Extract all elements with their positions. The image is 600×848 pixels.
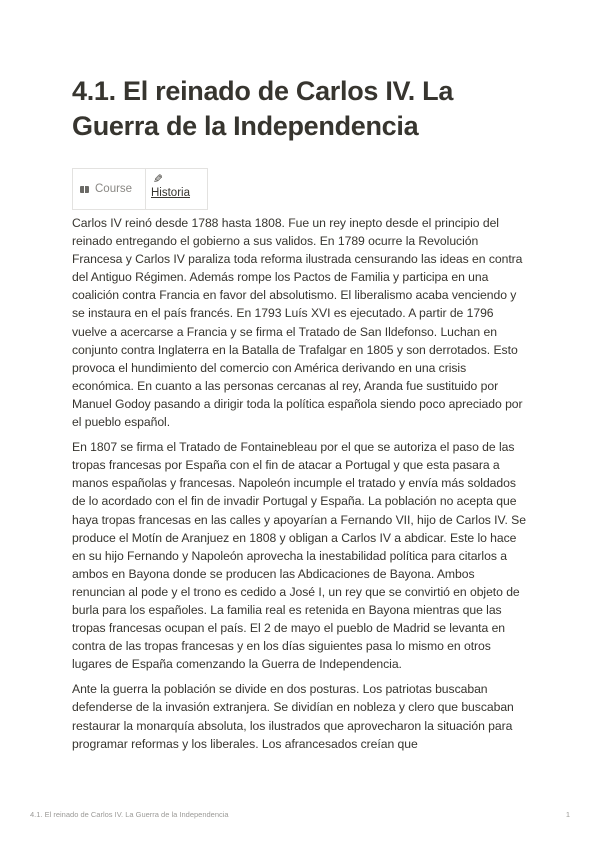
paragraph: Carlos IV reinó desde 1788 hasta 1808. Fue un rey inepto desde el principio del reinado entregando el gobierno a sus validos. En 1789 ocurre la Revolución Francesa y Carlos IV paraliza toda reforma ilustrada censurando las ideas en contra del Antiguo Régimen. Además rompe los Pactos de Familia y participa en una coalición contra Francia en favor del absolutismo. El liberalismo acaba venciendo y se instaura en el país francés. En 1793 Luís XVI es ejecutado. A partir de 1796 vuelve a acercarse a Francia y se firma el Tratado de San Ildefonso. Luchan en conjunto contra Inglaterra en la Batalla de Trafalgar en 1805 y son derrotados. Esto provoca el hundimiento del comercio con América derivando en una crisis económica. En cuanto a las personas cercanas al rey, Aranda fue sustituido por Manuel Godoy pasando a dirigir toda la política española siendo poco apreciado por el pueblo español. [72,216,523,430]
property-value-cell[interactable] [146,169,207,209]
pencil-icon: ✎ [152,172,163,186]
page-title: 4.1. El reinado de Carlos IV. La Guerra de la Independencia [72,76,454,141]
document-page [72,0,528,848]
book-icon [80,186,89,193]
page-footer [30,810,570,819]
property-table [72,168,208,210]
paragraph: Ante la guerra la población se divide en dos posturas. Los patriotas buscaban defenderse de la invasión extranjera. Se dividían en nobleza y clero que buscaban restaurar la monarquía absoluta, los ilustrados que aprovecharon la situación para programar reformas y los liberales. Los afrancesados creían que [72,682,514,751]
property-name: Course [95,183,133,195]
footer-title: 4.1. El reinado de Carlos IV. La Guerra de la Independencia [30,810,229,819]
property-value-link[interactable]: Historia [151,187,190,199]
document-body [72,214,528,760]
property-name-cell [73,169,146,209]
paragraph: En 1807 se firma el Tratado de Fontainebleau por el que se autoriza el paso de las tropas francesas por España con el fin de atacar a Portugal y que esta pasara a manos españolas y francesas. Napoleón incumple el tratado y envía más soldados de lo acordado con el fin de invadir Portugal y España. La población no acepta que haya tropas francesas en las calles y apoyarían a Fernando VII, hijo de Carlos IV. Se produce el Motín de Aranjuez en 1808 y obligan a Carlos IV a abdicar. Este lo hace en su hijo Fernando y Napoleón aprovecha la inestabilidad política para citarlos a ambos en Bayona donde se producen las Abdicaciones de Bayona. Ambos renuncian al pode y el trono es cedido a José I, un rey que se convirtió en objeto de burla para los españoles. La familia real es retenida en Bayona mientras que las tropas francesas ocupan el país. El 2 de mayo el pueblo de Madrid se levanta en contra de las tropas francesas y en los días siguientes pasa lo mismo en otros lugares de España comenzando la Guerra de Independencia. [72,440,526,672]
page-number: 1 [565,810,570,819]
